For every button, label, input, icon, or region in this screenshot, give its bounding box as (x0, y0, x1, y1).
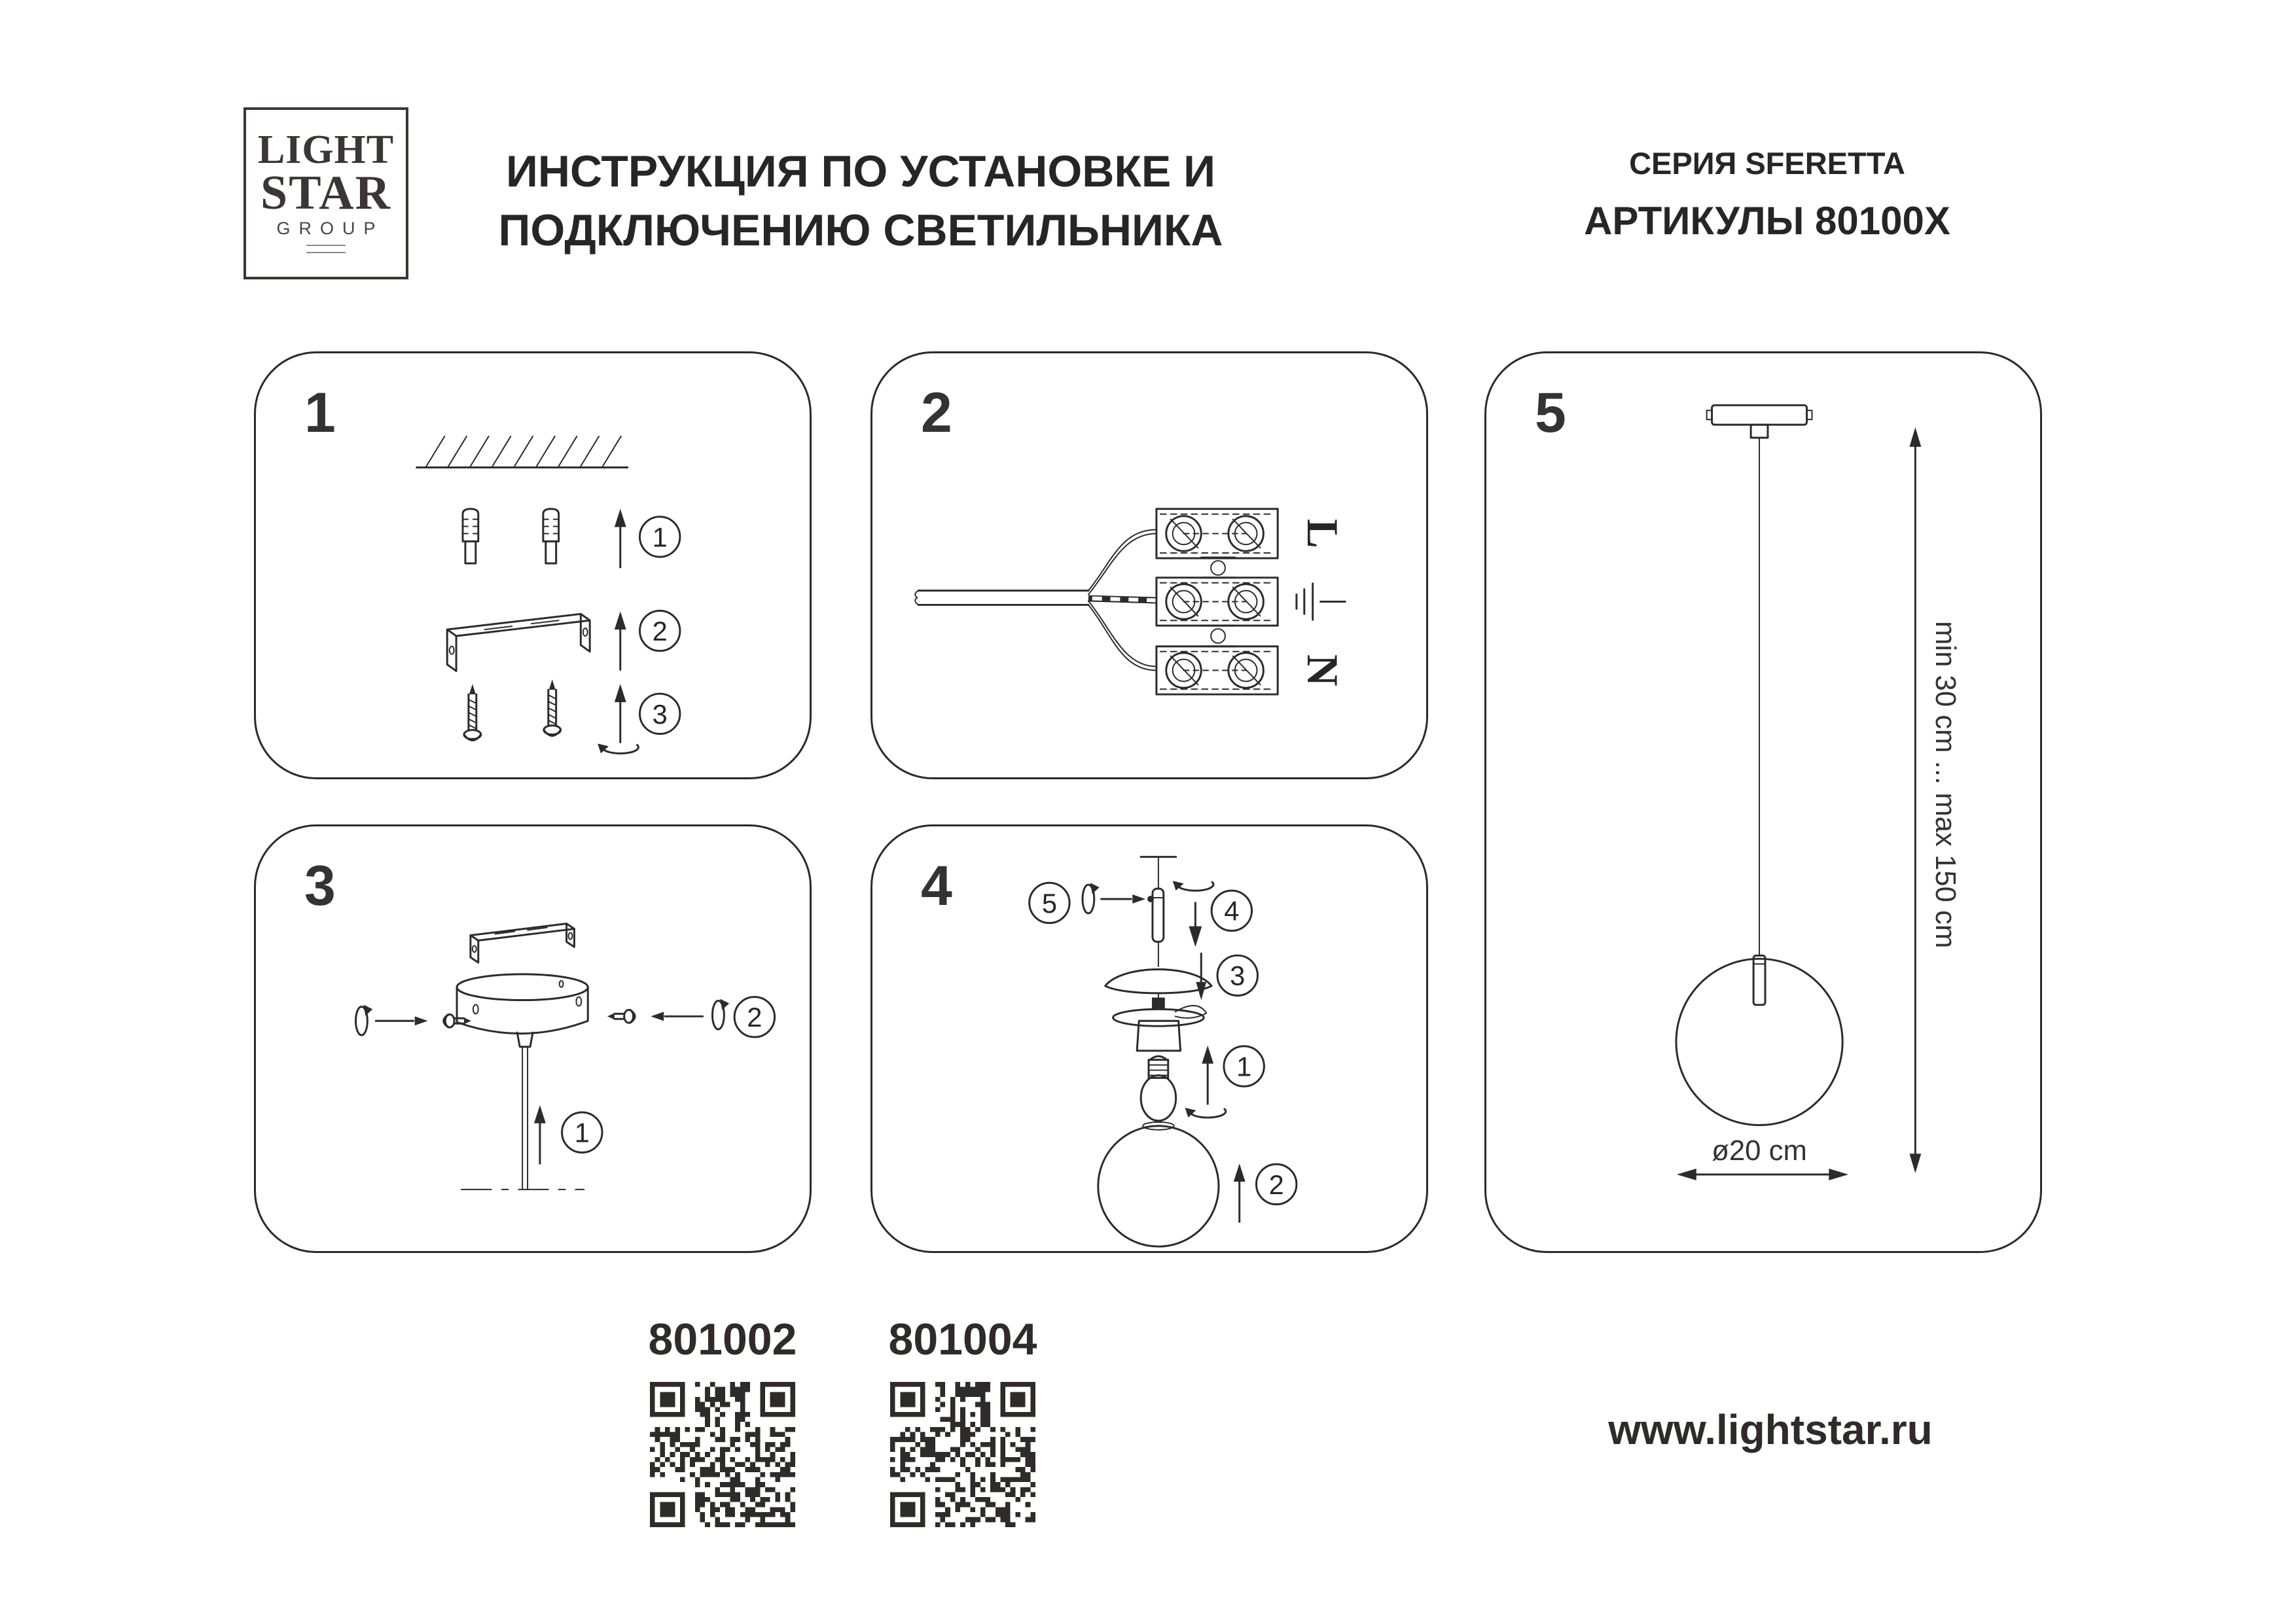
step-badge (1030, 883, 1069, 923)
svg-text:2: 2 (747, 1002, 762, 1033)
up-arrow (1234, 1163, 1246, 1222)
suspension-cord (517, 1033, 533, 1190)
page-title (458, 143, 1263, 260)
wire-line (1088, 530, 1157, 595)
flag-green-segment (266, 245, 306, 253)
svg-text:2: 2 (652, 615, 668, 646)
left-arrow (651, 1012, 702, 1021)
logo-word-light: LIGHT (257, 128, 395, 172)
height-dimension-label: min 30 cm ... max 150 cm (1929, 621, 1962, 949)
logo-word-group: GROUP (276, 219, 384, 239)
up-arrow (615, 611, 626, 669)
step-badge (1256, 1164, 1296, 1204)
up-arrow (534, 1105, 546, 1163)
panel-1-number: 1 (304, 381, 336, 444)
qr-code (650, 1382, 795, 1527)
right-arrow (1102, 894, 1154, 904)
canopy (457, 974, 588, 1034)
ceiling-plate (1707, 405, 1812, 438)
step-badge (639, 694, 679, 733)
panel-step-5 (1484, 351, 2042, 1253)
panel-step-1 (254, 351, 812, 779)
up-arrow (1202, 1046, 1213, 1104)
title-line-1: ИНСТРУКЦИЯ ПО УСТАНОВКЕ И (506, 147, 1215, 196)
ceiling-stub (1141, 857, 1176, 889)
rotation-arrow (356, 1004, 373, 1035)
svg-text:3: 3 (652, 698, 668, 730)
up-arrow (615, 684, 626, 742)
series-block (1505, 145, 2029, 243)
cord-grip (1152, 998, 1165, 1010)
panel-5-number: 5 (1535, 381, 1566, 444)
suspension-rod (1153, 889, 1164, 966)
svg-text:3: 3 (1230, 960, 1246, 991)
svg-text:1: 1 (574, 1117, 590, 1148)
series-label: СЕРИЯ SFERETTA (1629, 146, 1905, 181)
flag-white-segment (306, 245, 346, 253)
panel-step-2 (870, 351, 1428, 779)
panel-step-4 (870, 824, 1428, 1253)
rotation-arrow (712, 999, 729, 1030)
screw (544, 679, 561, 735)
right-arrow (376, 1016, 427, 1025)
svg-text:2: 2 (1268, 1169, 1284, 1200)
up-arrow (615, 509, 626, 567)
panel-3-diagram (256, 826, 810, 1251)
screw (464, 684, 481, 740)
mounting-bracket (471, 924, 575, 962)
glass-globe (1098, 1122, 1219, 1246)
step-badge (1224, 1046, 1264, 1086)
rotation-arrow (1173, 881, 1213, 891)
diameter-label: ø20 cm (1712, 1135, 1807, 1167)
socket-holder (1113, 1006, 1207, 1026)
article-code: 801002 (648, 1315, 797, 1364)
wall-anchor (543, 509, 559, 563)
step-badge (639, 610, 679, 650)
logo-word-star: STAR (260, 166, 391, 220)
label-line-L: L (1297, 518, 1347, 548)
panel-2-diagram (872, 353, 1426, 777)
articles-label: АРТИКУЛЫ 80100X (1584, 199, 1950, 243)
flag-red-segment (346, 245, 386, 253)
panel-2-number: 2 (921, 381, 952, 444)
article-code: 801004 (888, 1315, 1037, 1364)
label-neutral-N: N (1297, 654, 1347, 686)
rotation-arrow (1083, 883, 1100, 913)
panel-5-diagram (1486, 353, 2040, 1251)
svg-text:4: 4 (1224, 895, 1240, 927)
website-url: www.lightstar.ru (1608, 1406, 1933, 1453)
italian-flag-bar (266, 245, 386, 253)
article-block-801004 (887, 1314, 1039, 1530)
step-badge (639, 517, 679, 557)
lightstar-logo (243, 107, 408, 279)
light-bulb (1141, 1056, 1176, 1121)
step-badge (562, 1112, 602, 1152)
mains-cable (915, 591, 1088, 605)
diameter-dimension-arrow (1677, 1169, 1848, 1180)
panel-step-3 (254, 824, 812, 1253)
cord-holder (1753, 955, 1765, 1004)
earth-symbol (1297, 584, 1345, 620)
terminal-block (1157, 509, 1278, 694)
panel-3-number: 3 (304, 855, 336, 917)
step-badge (734, 997, 774, 1037)
rotation-arrow (1185, 1108, 1225, 1118)
mounting-bracket (447, 614, 590, 671)
svg-text:1: 1 (1236, 1051, 1252, 1082)
rotation-arrow (598, 743, 638, 753)
panel-4-diagram (872, 826, 1426, 1251)
wire-earth (1088, 599, 1157, 601)
wall-anchor (463, 509, 478, 563)
ceiling-hatch (417, 436, 628, 468)
down-arrow (1189, 903, 1202, 947)
wire-neutral (1088, 601, 1157, 670)
svg-text:1: 1 (652, 521, 668, 553)
panel-4-number: 4 (921, 855, 952, 917)
qr-code (890, 1382, 1035, 1527)
step-badge (1211, 891, 1251, 930)
glass-globe (1676, 959, 1842, 1125)
screw (607, 1010, 635, 1023)
height-dimension-arrow (1909, 427, 1921, 1173)
article-block-801002 (647, 1314, 798, 1530)
panel-1-diagram (256, 353, 810, 777)
title-line-2: ПОДКЛЮЧЕНИЮ СВЕТИЛЬНИКА (498, 205, 1223, 255)
svg-text:5: 5 (1041, 887, 1057, 919)
step-badge (1217, 955, 1257, 995)
